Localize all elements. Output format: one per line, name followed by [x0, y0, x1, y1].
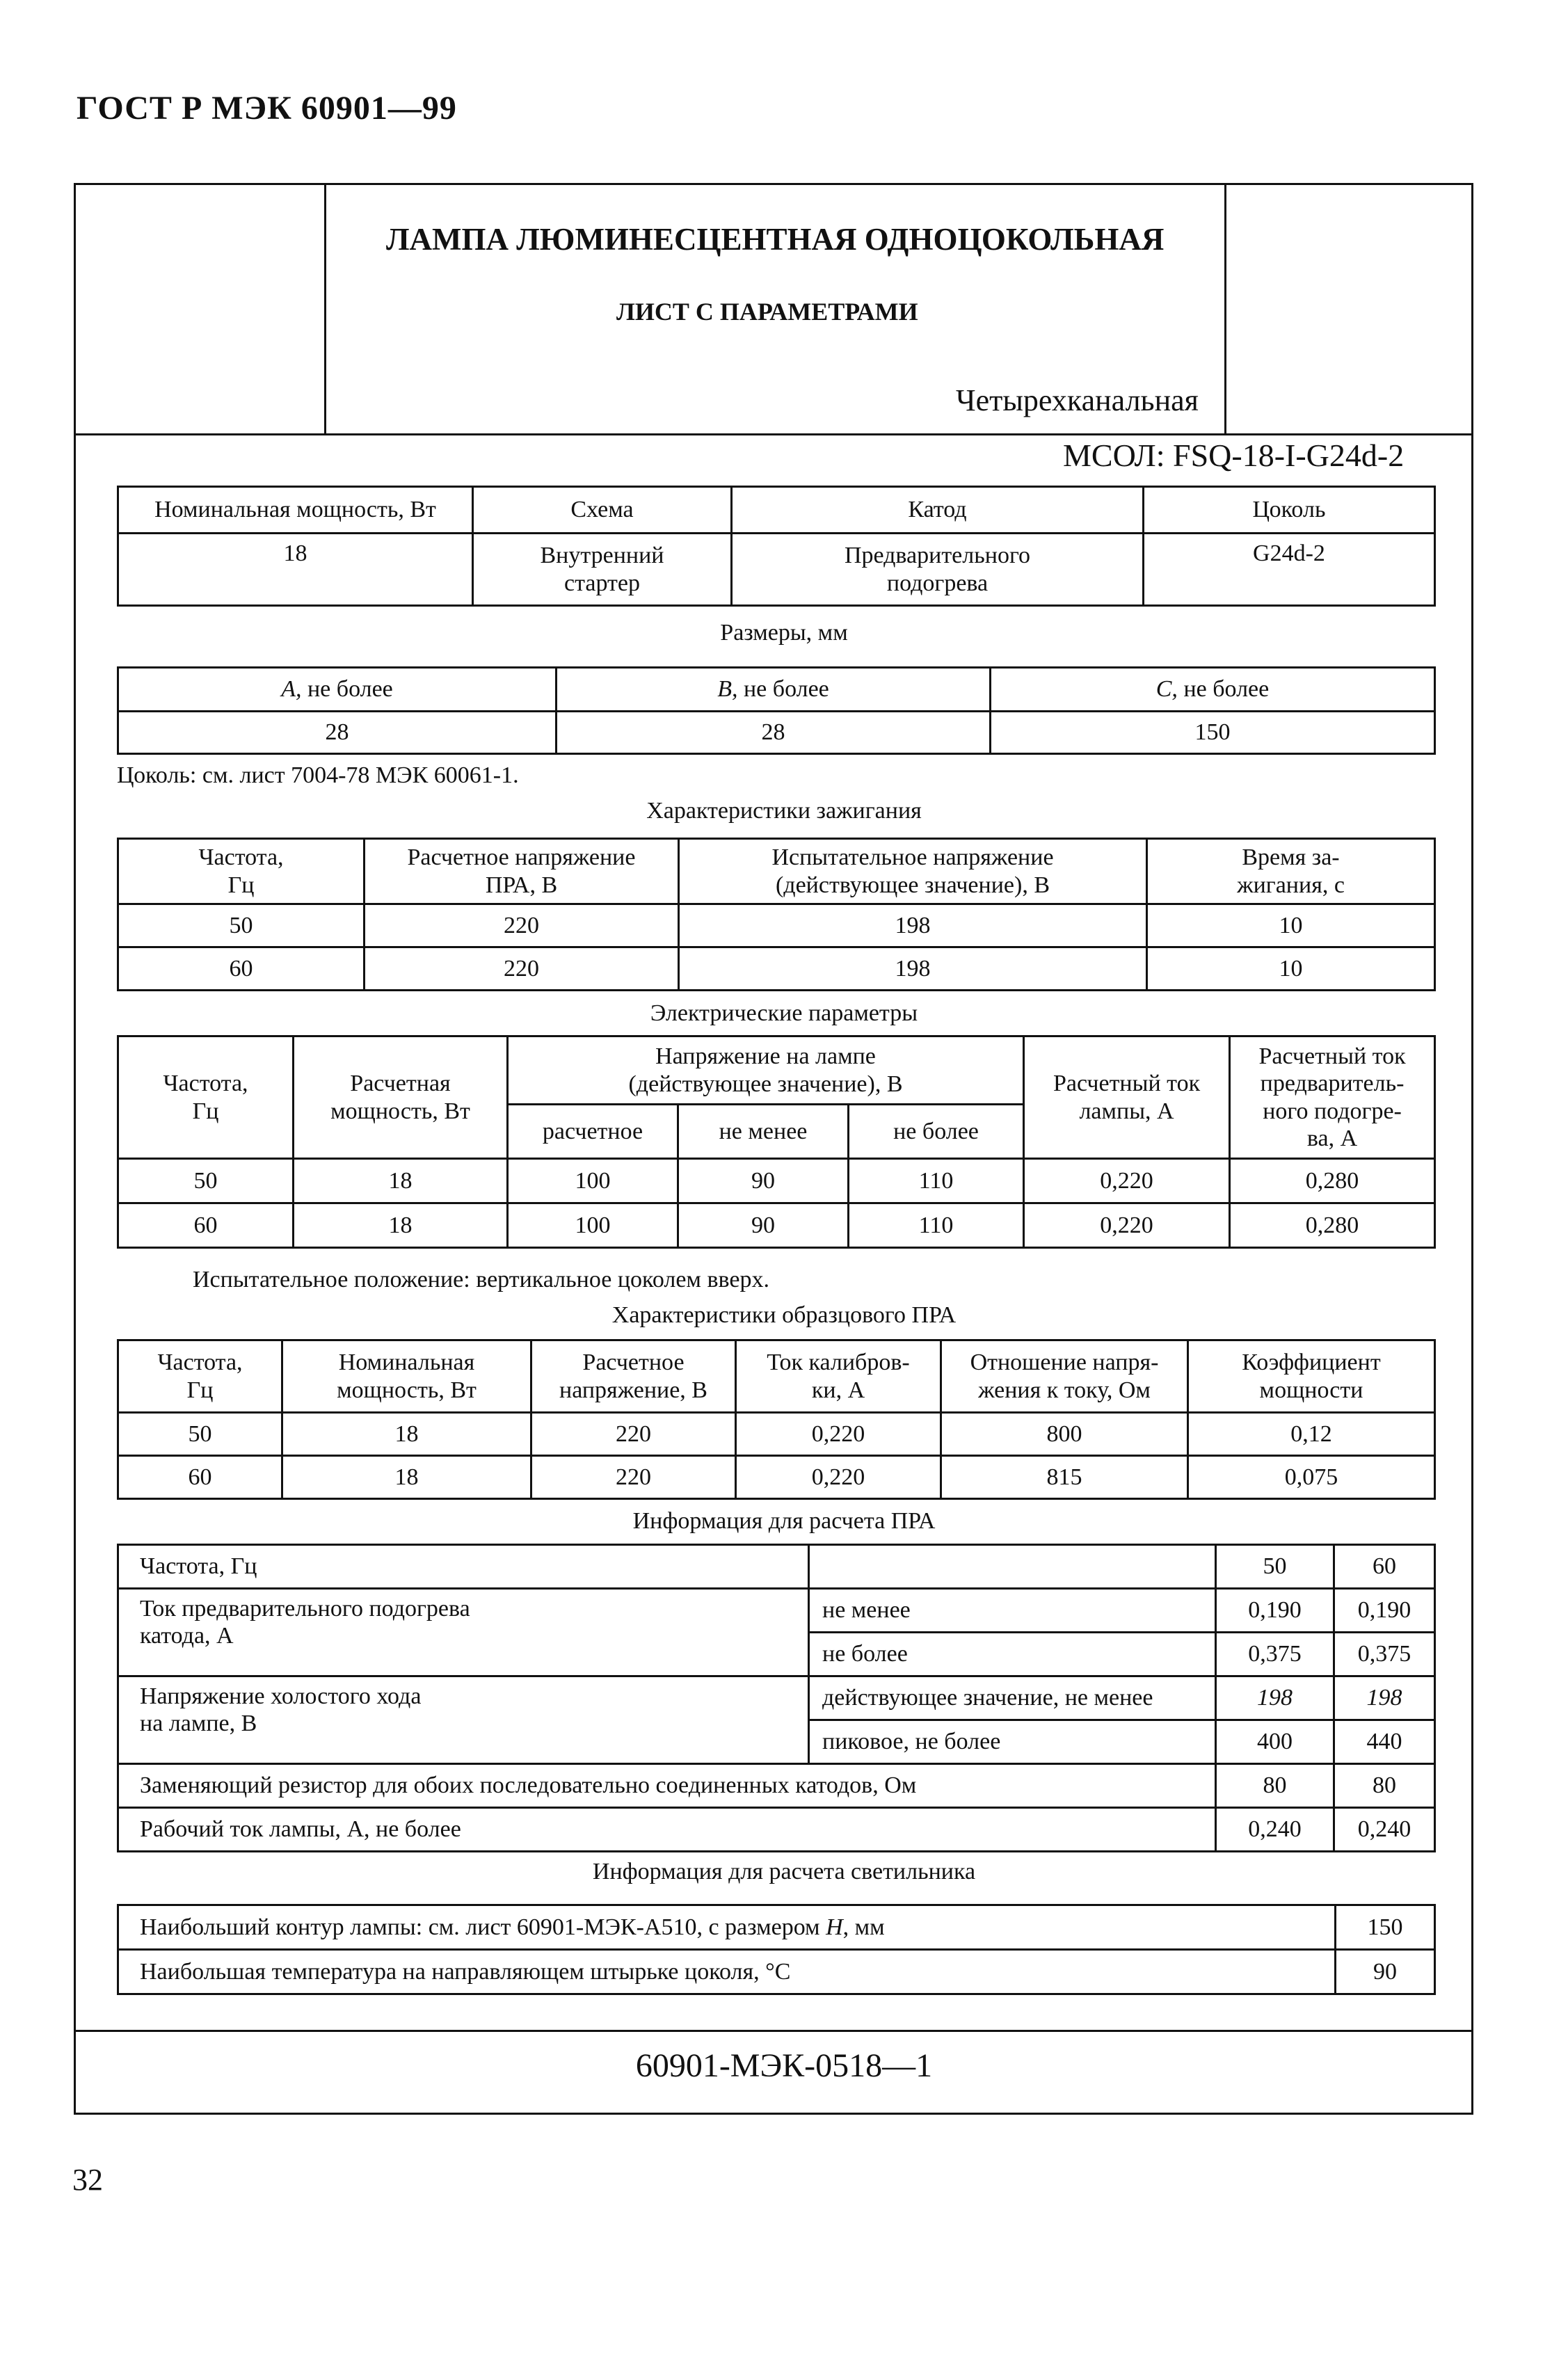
dimension-c-header: C, не более — [991, 668, 1435, 712]
dimensions-caption: Размеры, мм — [720, 620, 848, 646]
title-bottom-divider — [76, 433, 1471, 435]
table-cell: 220 — [365, 904, 679, 947]
ref-header-voltage-current-ratio: Отношение напря- жения к току, Ом — [941, 1340, 1188, 1413]
electrical-header-frequency: Частота, Гц — [118, 1036, 294, 1159]
electrical-parameters-table — [117, 1035, 1436, 1249]
freq-60: 60 — [1334, 1545, 1435, 1589]
table-cell: 0,220 — [1024, 1159, 1230, 1203]
table-cell: 220 — [365, 947, 679, 991]
table-cell: 18 — [282, 1413, 531, 1456]
title-left-divider — [324, 185, 326, 433]
freq-50: 50 — [1216, 1545, 1334, 1589]
title-right-divider — [1224, 185, 1226, 433]
open-circuit-voltage-label: Напряжение холостого хода на лампе, В — [118, 1676, 809, 1764]
document-code: ГОСТ Р МЭК 60901—99 — [77, 90, 457, 127]
table-cell: 100 — [508, 1203, 678, 1248]
electrical-header-min: не менее — [678, 1105, 849, 1159]
sheet-subtitle: ЛИСТ С ПАРАМЕТРАМИ — [616, 298, 918, 326]
table-cell: 198 — [1334, 1676, 1435, 1720]
table-cell: 0,075 — [1188, 1456, 1435, 1499]
table-cell: 0,190 — [1216, 1589, 1334, 1633]
electrical-header-lamp-current: Расчетный ток лампы, А — [1024, 1036, 1230, 1159]
table-cell: 440 — [1334, 1720, 1435, 1764]
header-circuit: Схема — [473, 487, 732, 534]
dimension-c-value: 150 — [991, 712, 1435, 754]
table-cell: 0,375 — [1216, 1633, 1334, 1676]
ballast-info-table — [117, 1544, 1436, 1852]
max-cap-temperature-label: Наибольшая температура на направляющем штырьке цоколя, °С — [118, 1950, 1336, 1994]
test-position-note: Испытательное положение: вертикальное цоколем вверх. — [193, 1267, 769, 1292]
operating-current-label: Рабочий ток лампы, А, не более — [118, 1808, 1216, 1852]
luminaire-info-caption: Информация для расчета светильника — [592, 1859, 976, 1884]
table-cell: 50 — [118, 1159, 294, 1203]
dimension-b-header: B, не более — [557, 668, 991, 712]
sheet-title: ЛАМПА ЛЮМИНЕСЦЕНТНАЯ ОДНОЦОКОЛЬНАЯ — [386, 222, 1165, 257]
circuit-value: Внутренний стартер — [473, 534, 732, 606]
table-cell: 10 — [1147, 904, 1435, 947]
table-cell: 60 — [118, 1203, 294, 1248]
electrical-header-power: Расчетная мощность, Вт — [294, 1036, 508, 1159]
table-cell: 80 — [1334, 1764, 1435, 1808]
table-cell: 0,190 — [1334, 1589, 1435, 1633]
electrical-caption: Электрические параметры — [650, 1000, 918, 1026]
table-cell: 0,220 — [1024, 1203, 1230, 1248]
table-cell: 110 — [849, 1203, 1024, 1248]
ref-header-voltage: Расчетное напряжение, В — [531, 1340, 736, 1413]
preheat-current-label: Ток предварительного подогрева катода, А — [118, 1589, 809, 1676]
table-cell: 198 — [1216, 1676, 1334, 1720]
table-cell: 50 — [118, 1413, 282, 1456]
table-cell: 80 — [1216, 1764, 1334, 1808]
ignition-caption: Характеристики зажигания — [646, 798, 922, 824]
ref-header-frequency: Частота, Гц — [118, 1340, 282, 1413]
header-cathode: Катод — [732, 487, 1144, 534]
lamp-type: Четырехканальная — [956, 383, 1199, 417]
electrical-header-max: не более — [849, 1105, 1024, 1159]
ignition-header-frequency: Частота, Гц — [118, 839, 365, 904]
cathode-value: Предварительного подогрева — [732, 534, 1144, 606]
main-characteristics-table — [117, 486, 1436, 607]
max-lamp-outline-value: 150 — [1336, 1905, 1435, 1950]
table-cell: 198 — [679, 904, 1147, 947]
table-cell: 90 — [678, 1203, 849, 1248]
ref-ballast-caption: Характеристики образцового ПРА — [611, 1302, 957, 1328]
table-cell: 18 — [282, 1456, 531, 1499]
ignition-header-ballast-voltage: Расчетное напряжение ПРА, В — [365, 839, 679, 904]
table-cell: 10 — [1147, 947, 1435, 991]
electrical-header-rated: расчетное — [508, 1105, 678, 1159]
table-cell: 815 — [941, 1456, 1188, 1499]
ref-header-power-factor: Коэффициент мощности — [1188, 1340, 1435, 1413]
header-cap: Цоколь — [1144, 487, 1435, 534]
table-cell: 0,220 — [736, 1456, 941, 1499]
cap-reference-note: Цоколь: см. лист 7004-78 МЭК 60061-1. — [117, 762, 519, 788]
page-number: 32 — [72, 2163, 103, 2197]
dimensions-table — [117, 666, 1436, 755]
preheat-min-label: не менее — [809, 1589, 1216, 1633]
table-cell: 800 — [941, 1413, 1188, 1456]
table-cell: 90 — [678, 1159, 849, 1203]
max-cap-temperature-value: 90 — [1336, 1950, 1435, 1994]
ocv-peak-label: пиковое, не более — [809, 1720, 1216, 1764]
ocv-rms-label: действующее значение, не менее — [809, 1676, 1216, 1720]
table-cell: 0,280 — [1230, 1203, 1435, 1248]
ref-header-calibration-current: Ток калибров- ки, А — [736, 1340, 941, 1413]
table-cell: 60 — [118, 947, 365, 991]
rated-power-value: 18 — [118, 534, 473, 606]
table-cell: 0,240 — [1334, 1808, 1435, 1852]
freq-label: Частота, Гц — [118, 1545, 809, 1589]
table-cell: 110 — [849, 1159, 1024, 1203]
table-cell: 50 — [118, 904, 365, 947]
footer-divider — [76, 2030, 1471, 2032]
ignition-header-test-voltage: Испытательное напряжение (действующее значение), В — [679, 839, 1147, 904]
empty-cell — [809, 1545, 1216, 1589]
table-cell: 0,12 — [1188, 1413, 1435, 1456]
table-cell: 198 — [679, 947, 1147, 991]
table-cell: 220 — [531, 1413, 736, 1456]
dimension-a-value: 28 — [118, 712, 557, 754]
dimension-a-header: A, не более — [118, 668, 557, 712]
electrical-header-preheat-current: Расчетный ток предваритель- ного подогре- ва, А — [1230, 1036, 1435, 1159]
header-rated-power: Номинальная мощность, Вт — [118, 487, 473, 534]
preheat-max-label: не более — [809, 1633, 1216, 1676]
ignition-table — [117, 838, 1436, 991]
electrical-header-lamp-voltage: Напряжение на лампе (действующее значение), В — [508, 1036, 1024, 1105]
table-cell: 0,375 — [1334, 1633, 1435, 1676]
lamp-designation: МСОЛ: FSQ-18-I-G24d-2 — [1063, 438, 1405, 473]
ballast-info-caption: Информация для расчета ПРА — [632, 1508, 936, 1534]
table-cell: 0,240 — [1216, 1808, 1334, 1852]
substitute-resistor-label: Заменяющий резистор для обоих последовательно соединенных катодов, Ом — [118, 1764, 1216, 1808]
reference-ballast-table — [117, 1339, 1436, 1500]
table-cell: 0,280 — [1230, 1159, 1435, 1203]
max-lamp-outline-label: Наибольший контур лампы: см. лист 60901-МЭК-А510, с размером H, мм — [118, 1905, 1336, 1950]
ignition-header-time: Время за- жигания, с — [1147, 839, 1435, 904]
table-cell: 100 — [508, 1159, 678, 1203]
luminaire-info-table — [117, 1904, 1436, 1995]
ref-header-power: Номинальная мощность, Вт — [282, 1340, 531, 1413]
table-cell: 220 — [531, 1456, 736, 1499]
table-cell: 18 — [294, 1159, 508, 1203]
table-cell: 0,220 — [736, 1413, 941, 1456]
table-cell: 18 — [294, 1203, 508, 1248]
dimension-b-value: 28 — [557, 712, 991, 754]
cap-value: G24d-2 — [1144, 534, 1435, 606]
table-cell: 400 — [1216, 1720, 1334, 1764]
table-cell: 60 — [118, 1456, 282, 1499]
sheet-code: 60901-МЭК-0518—1 — [635, 2047, 933, 2084]
